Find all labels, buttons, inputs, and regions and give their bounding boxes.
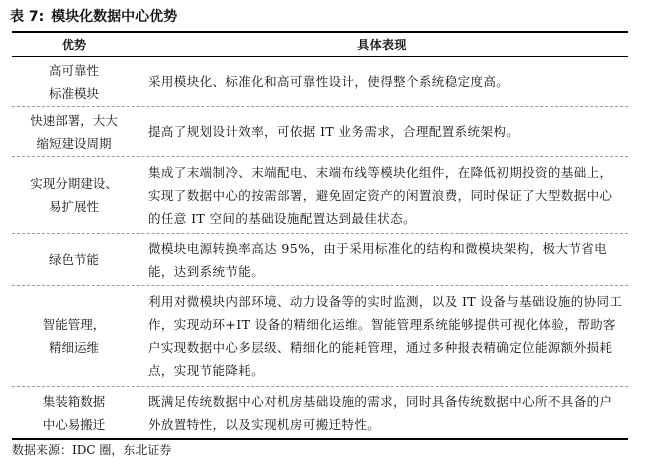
table-number: 表 7: <box>10 9 45 25</box>
detail-cell: 既满足传统数据中心对机房基础设施的需求，同时具备传统数据中心所不具备的户外放置特性，以及实现机房可搬迁特性。 <box>148 393 613 432</box>
advantage-cell: 实现分期建设、 易扩展性 <box>30 176 118 214</box>
detail-cell: 微模块电源转换率高达 95%，由于采用标准化的结构和微模块架构，极大节省电能，达到系统节能。 <box>148 240 608 279</box>
detail-cell: 利用对微模块内部环境、动力设备等的实时监测，以及 IT 设备与基础设施的协同工作，实现动环+IT 设备的精细化运维。智能管理系统能够提供可视化体验，帮助客户实现数据中心多层级、精细化的能耗管理，通过多种报表精确定位能源额外损耗点，实现节能降耗。 <box>148 294 623 378</box>
table-row <box>12 107 628 157</box>
detail-cell: 集成了末端制冷、末端配电、末端布线等模块化组件，在降低初期投资的基础上，实现了数据中心的按需部署，避免固定资产的闲置浪费，同时保证了大型数据中心的任意 IT 空间的基础设施配置达到最佳状态。 <box>148 164 613 226</box>
advantage-cell: 集装箱数据 中心易搬迁 <box>42 393 106 432</box>
table-row <box>12 286 628 387</box>
header-detail: 具体表现 <box>357 37 407 52</box>
advantages-table <box>12 31 628 440</box>
header-advantage: 优势 <box>61 37 86 52</box>
advantage-cell: 快速部署，大大 缩短建设周期 <box>30 112 118 151</box>
source-note: 数据来源：IDC 圈，东北证券 <box>12 443 172 457</box>
advantage-cell: 智能管理， 精细运维 <box>42 317 106 355</box>
table-row <box>12 57 628 107</box>
table-row <box>12 234 628 286</box>
table-row <box>12 387 628 438</box>
detail-cell: 提高了规划设计效率，可依据 IT 业务需求，合理配置系统架构。 <box>148 124 520 139</box>
table-title: 模块化数据中心优势 <box>51 9 178 25</box>
advantage-cell: 绿色节能 <box>48 252 99 267</box>
table-header-row <box>12 33 628 57</box>
table-caption <box>10 4 177 30</box>
advantage-cell: 高可靠性 标准模块 <box>48 62 99 101</box>
table-row <box>12 157 628 234</box>
detail-cell: 采用模块化、标准化和高可靠性设计，使得整个系统稳定度高。 <box>148 74 510 89</box>
